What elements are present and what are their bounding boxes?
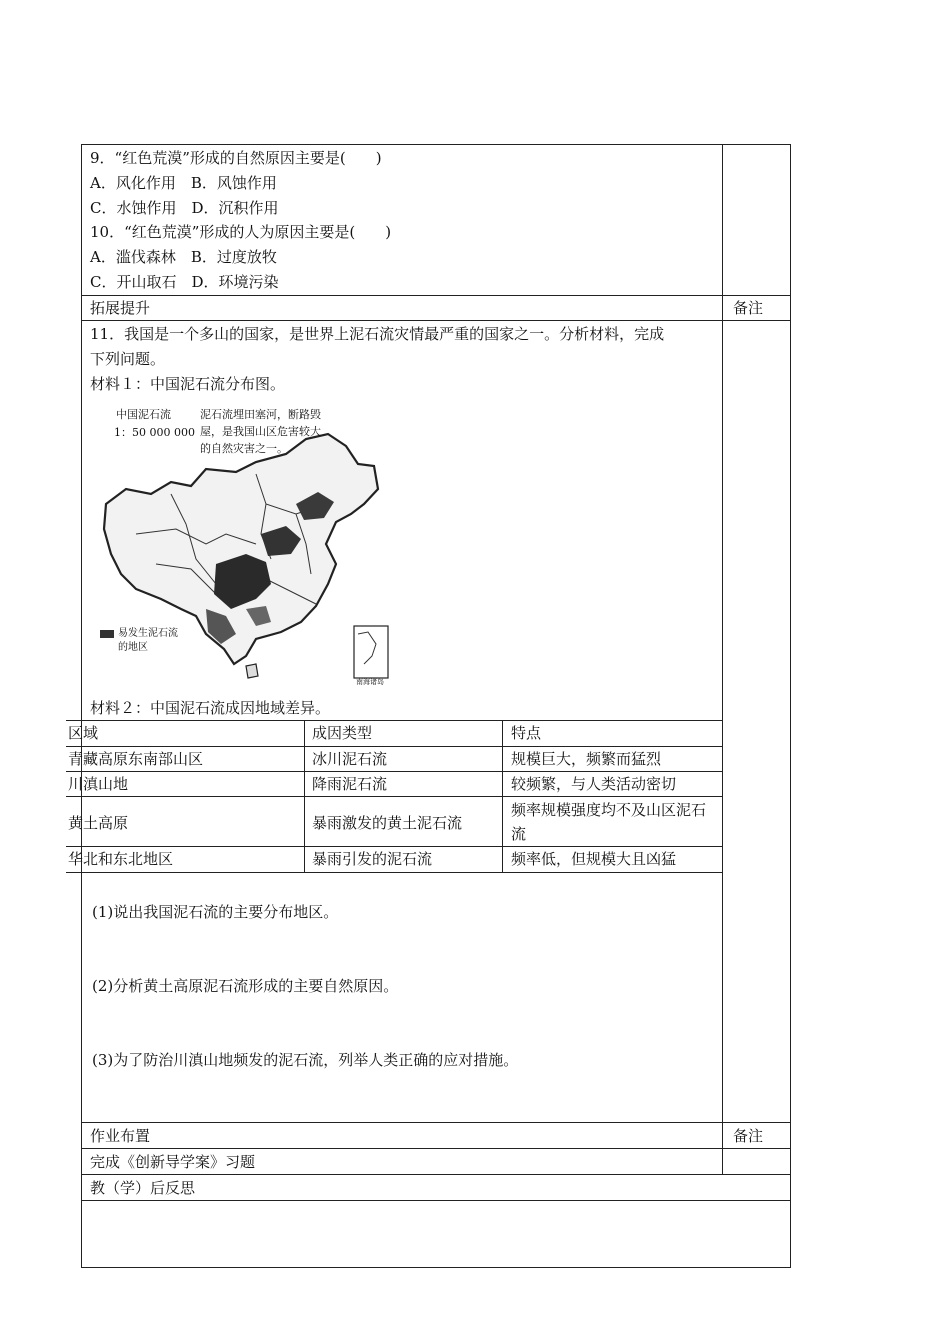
table-cell: 暴雨激发的黄土泥石流 <box>312 814 463 832</box>
table-header-cause: 成因类型 <box>312 724 373 742</box>
homework-content: 完成《创新导学案》习题 <box>90 1153 256 1171</box>
table-cell: 黄土高原 <box>68 814 129 832</box>
inner-table-line <box>66 796 722 797</box>
question-10-options-ab: A．滥伐森林 B．过度放牧 <box>90 248 277 266</box>
table-border-top <box>81 144 791 145</box>
row-divider <box>81 320 791 321</box>
note-column-divider <box>722 144 723 1175</box>
question-9-options-cd: C．水蚀作用 D．沉积作用 <box>90 199 279 217</box>
question-9-options-ab: A．风化作用 B．风蚀作用 <box>90 174 277 192</box>
map-scale: 1：50 000 000 <box>114 426 195 439</box>
subquestion-1: (1)说出我国泥石流的主要分布地区。 <box>92 903 339 921</box>
table-cell: 华北和东北地区 <box>68 850 174 868</box>
material-2-label: 材料２：中国泥石流成因地域差异。 <box>90 699 331 717</box>
subquestion-3: (3)为了防治川滇山地频发的泥石流，列举人类正确的应对措施。 <box>92 1051 519 1069</box>
inner-table-col-line <box>304 720 305 872</box>
table-cell: 较频繁，与人类活动密切 <box>511 775 677 793</box>
map-caption-line2: 屋，是我国山区危害较大 <box>200 425 321 438</box>
extension-title: 拓展提升 <box>90 299 151 317</box>
inner-table-col-line <box>502 720 503 872</box>
table-cell: 暴雨引发的泥石流 <box>312 850 433 868</box>
row-divider <box>81 1200 791 1201</box>
reflection-title: 教（学）后反思 <box>90 1179 196 1197</box>
table-header-region: 区域 <box>68 724 99 742</box>
mudflow-distribution-map <box>96 394 392 692</box>
row-divider <box>81 1174 791 1175</box>
question-9-stem: 9．“红色荒漠”形成的自然原因主要是( ) <box>90 149 382 167</box>
table-cell: 规模巨大，频繁而猛烈 <box>511 750 662 768</box>
legend-swatch <box>100 630 114 638</box>
inner-table-line <box>66 846 722 847</box>
table-border-bottom <box>81 1267 791 1268</box>
extension-note: 备注 <box>733 299 764 317</box>
row-divider <box>81 1122 791 1123</box>
inner-table-line <box>66 771 722 772</box>
question-11-intro: 11．我国是一个多山的国家，是世界上泥石流灾情最严重的国家之一。分析材料，完成 <box>90 325 665 343</box>
map-caption-line3: 的自然灾害之一。 <box>200 442 288 455</box>
homework-title: 作业布置 <box>90 1127 151 1145</box>
table-border-right <box>790 144 791 1268</box>
map-inset-label: 南海诸岛 <box>356 678 384 686</box>
question-10-stem: 10．“红色荒漠”形成的人为原因主要是( ) <box>90 223 392 241</box>
table-cell-wrap: 流 <box>511 825 527 843</box>
row-divider <box>81 295 791 296</box>
table-cell: 降雨泥石流 <box>312 775 388 793</box>
subquestion-2: (2)分析黄土高原泥石流形成的主要自然原因。 <box>92 977 399 995</box>
map-legend-label-line2: 的地区 <box>118 642 148 653</box>
table-border-left <box>81 144 82 1268</box>
homework-note: 备注 <box>733 1127 764 1145</box>
map-caption-line1: 泥石流埋田塞河，断路毁 <box>200 408 321 421</box>
map-title: 中国泥石流 <box>116 408 171 421</box>
row-divider <box>81 1148 791 1149</box>
table-cell: 冰川泥石流 <box>312 750 388 768</box>
question-11-intro-cont: 下列问题。 <box>90 350 166 368</box>
inner-table-line <box>66 720 722 721</box>
inner-table-line <box>66 872 722 873</box>
inner-table-line <box>66 746 722 747</box>
table-cell: 频率低，但规模大且凶猛 <box>511 850 677 868</box>
table-cell: 青藏高原东南部山区 <box>68 750 204 768</box>
table-header-feature: 特点 <box>511 724 542 742</box>
map-legend-label-line1: 易发生泥石流 <box>118 628 178 639</box>
material-1-label: 材料１：中国泥石流分布图。 <box>90 375 286 393</box>
question-10-options-cd: C．开山取石 D．环境污染 <box>90 273 279 291</box>
table-cell: 频率规模强度均不及山区泥石 <box>511 801 707 819</box>
table-cell: 川滇山地 <box>68 775 129 793</box>
